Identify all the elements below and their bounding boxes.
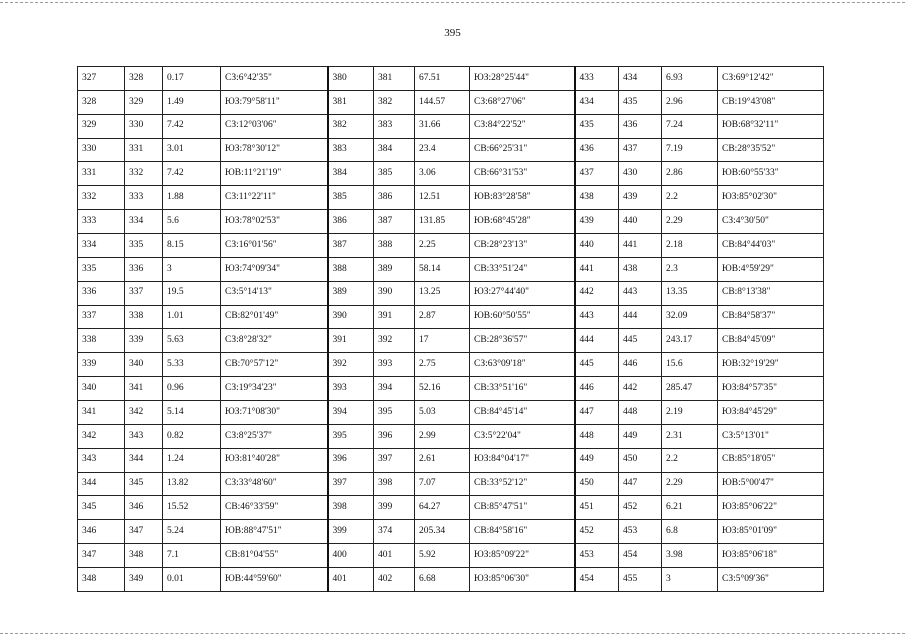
cell-from-point: 334 — [78, 234, 125, 258]
table-body — [78, 67, 824, 592]
cell-from-point: 345 — [78, 496, 125, 520]
cell-from-point: 327 — [78, 67, 125, 91]
cell-bearing: СЗ:4°30'50" — [718, 210, 824, 234]
cell-to-point: 396 — [374, 424, 415, 448]
cell-from-point: 453 — [575, 544, 619, 568]
cell-length: 0.82 — [163, 424, 221, 448]
cell-length: 144.57 — [415, 90, 470, 114]
cell-from-point: 386 — [328, 210, 374, 234]
cell-to-point: 340 — [125, 353, 163, 377]
cell-length: 2.61 — [415, 448, 470, 472]
cell-length: 243.17 — [662, 329, 718, 353]
cell-bearing: СВ:8°13'38" — [718, 281, 824, 305]
cell-length: 13.82 — [163, 472, 221, 496]
cell-length: 67.51 — [415, 67, 470, 91]
cell-from-point: 447 — [575, 401, 619, 425]
cell-bearing: СВ:28°36'57" — [470, 329, 575, 353]
table-row — [78, 186, 824, 210]
cell-length: 1.01 — [163, 305, 221, 329]
cell-length: 15.6 — [662, 353, 718, 377]
cell-to-point: 328 — [125, 67, 163, 91]
table-row — [78, 162, 824, 186]
cell-bearing: СЗ:6°42'35" — [221, 67, 328, 91]
cell-bearing: СВ:28°23'13" — [470, 234, 575, 258]
cell-length: 2.87 — [415, 305, 470, 329]
cell-from-point: 381 — [328, 90, 374, 114]
cell-to-point: 434 — [619, 67, 662, 91]
cell-length: 13.25 — [415, 281, 470, 305]
table-row — [78, 496, 824, 520]
cell-bearing: СВ:33°51'16" — [470, 377, 575, 401]
cell-bearing: СВ:28°35'52" — [718, 138, 824, 162]
cell-length: 5.14 — [163, 401, 221, 425]
cell-to-point: 348 — [125, 544, 163, 568]
cell-to-point: 445 — [619, 329, 662, 353]
scan-top-edge — [0, 2, 905, 3]
cell-to-point: 440 — [619, 210, 662, 234]
table-row — [78, 138, 824, 162]
cell-from-point: 339 — [78, 353, 125, 377]
cell-to-point: 347 — [125, 520, 163, 544]
cell-length: 64.27 — [415, 496, 470, 520]
cell-from-point: 333 — [78, 210, 125, 234]
cell-bearing: СЗ:84°22'52" — [470, 114, 575, 138]
cell-bearing: СВ:84°45'09" — [718, 329, 824, 353]
cell-to-point: 337 — [125, 281, 163, 305]
cell-from-point: 387 — [328, 234, 374, 258]
cell-to-point: 443 — [619, 281, 662, 305]
cell-from-point: 338 — [78, 329, 125, 353]
cell-length: 5.33 — [163, 353, 221, 377]
cell-to-point: 329 — [125, 90, 163, 114]
table-row — [78, 257, 824, 281]
cell-length: 5.6 — [163, 210, 221, 234]
cell-to-point: 398 — [374, 472, 415, 496]
cell-length: 0.01 — [163, 568, 221, 592]
cell-length: 2.96 — [662, 90, 718, 114]
cell-from-point: 448 — [575, 424, 619, 448]
cell-from-point: 446 — [575, 377, 619, 401]
cell-bearing: СЗ:69°12'42" — [718, 67, 824, 91]
cell-bearing: ЮВ:32°19'29" — [718, 353, 824, 377]
cell-to-point: 435 — [619, 90, 662, 114]
cell-from-point: 395 — [328, 424, 374, 448]
cell-from-point: 433 — [575, 67, 619, 91]
cell-length: 19.5 — [163, 281, 221, 305]
cell-length: 2.25 — [415, 234, 470, 258]
cell-bearing: ЮВ:5°00'47" — [718, 472, 824, 496]
cell-length: 7.19 — [662, 138, 718, 162]
cell-bearing: СВ:85°18'05" — [718, 448, 824, 472]
cell-from-point: 331 — [78, 162, 125, 186]
cell-bearing: ЮЗ:85°06'22" — [718, 496, 824, 520]
cell-bearing: СЗ:63°09'18" — [470, 353, 575, 377]
cell-to-point: 339 — [125, 329, 163, 353]
cell-length: 2.18 — [662, 234, 718, 258]
cell-bearing: ЮЗ:71°08'30" — [221, 401, 328, 425]
cell-length: 2.31 — [662, 424, 718, 448]
table-row — [78, 329, 824, 353]
cell-to-point: 388 — [374, 234, 415, 258]
cell-bearing: СВ:84°44'03" — [718, 234, 824, 258]
cell-bearing: ЮВ:68°45'28" — [470, 210, 575, 234]
cell-to-point: 449 — [619, 424, 662, 448]
table-row — [78, 544, 824, 568]
cell-to-point: 331 — [125, 138, 163, 162]
cell-from-point: 444 — [575, 329, 619, 353]
cell-length: 7.42 — [163, 162, 221, 186]
cell-bearing: ЮЗ:74°09'34" — [221, 257, 328, 281]
cell-to-point: 452 — [619, 496, 662, 520]
cell-bearing: СЗ:19°34'23" — [221, 377, 328, 401]
table-row — [78, 353, 824, 377]
cell-to-point: 345 — [125, 472, 163, 496]
cell-length: 1.24 — [163, 448, 221, 472]
cell-length: 5.63 — [163, 329, 221, 353]
cell-from-point: 399 — [328, 520, 374, 544]
cell-bearing: СЗ:5°13'01" — [718, 424, 824, 448]
cell-length: 3 — [163, 257, 221, 281]
cell-bearing: ЮЗ:81°40'28" — [221, 448, 328, 472]
cell-length: 13.35 — [662, 281, 718, 305]
cell-bearing: СЗ:33°48'60" — [221, 472, 328, 496]
cell-bearing: ЮЗ:27°44'40" — [470, 281, 575, 305]
cell-to-point: 446 — [619, 353, 662, 377]
cell-from-point: 337 — [78, 305, 125, 329]
scan-bottom-edge — [0, 633, 905, 634]
table-row — [78, 281, 824, 305]
cell-bearing: ЮЗ:85°09'22" — [470, 544, 575, 568]
cell-bearing: СВ:66°31'53" — [470, 162, 575, 186]
cell-bearing: ЮЗ:78°30'12" — [221, 138, 328, 162]
cell-bearing: СЗ:5°22'04" — [470, 424, 575, 448]
cell-from-point: 330 — [78, 138, 125, 162]
cell-bearing: ЮВ:11°21'19" — [221, 162, 328, 186]
cell-from-point: 442 — [575, 281, 619, 305]
cell-to-point: 332 — [125, 162, 163, 186]
cell-from-point: 329 — [78, 114, 125, 138]
cell-length: 7.07 — [415, 472, 470, 496]
cell-from-point: 332 — [78, 186, 125, 210]
cell-from-point: 341 — [78, 401, 125, 425]
cell-length: 2.2 — [662, 186, 718, 210]
cell-length: 2.29 — [662, 210, 718, 234]
table-row — [78, 568, 824, 592]
cell-to-point: 338 — [125, 305, 163, 329]
cell-to-point: 391 — [374, 305, 415, 329]
cell-to-point: 442 — [619, 377, 662, 401]
cell-from-point: 401 — [328, 568, 374, 592]
cell-bearing: ЮЗ:84°57'35" — [718, 377, 824, 401]
cell-from-point: 382 — [328, 114, 374, 138]
cell-to-point: 330 — [125, 114, 163, 138]
cell-bearing: СВ:82°01'49" — [221, 305, 328, 329]
cell-length: 2.75 — [415, 353, 470, 377]
cell-from-point: 436 — [575, 138, 619, 162]
cell-bearing: СЗ:11°22'11" — [221, 186, 328, 210]
cell-length: 2.99 — [415, 424, 470, 448]
cell-to-point: 390 — [374, 281, 415, 305]
cell-bearing: ЮВ:44°59'60" — [221, 568, 328, 592]
cell-from-point: 335 — [78, 257, 125, 281]
table-row — [78, 377, 824, 401]
cell-to-point: 393 — [374, 353, 415, 377]
cell-length: 3.01 — [163, 138, 221, 162]
cell-bearing: СВ:33°51'24" — [470, 257, 575, 281]
cell-bearing: ЮЗ:85°06'30" — [470, 568, 575, 592]
cell-from-point: 435 — [575, 114, 619, 138]
cell-from-point: 393 — [328, 377, 374, 401]
table-row — [78, 234, 824, 258]
cell-from-point: 392 — [328, 353, 374, 377]
cell-from-point: 400 — [328, 544, 374, 568]
page-number: 395 — [444, 27, 461, 39]
cell-from-point: 437 — [575, 162, 619, 186]
cell-bearing: СВ:84°58'16" — [470, 520, 575, 544]
cell-to-point: 382 — [374, 90, 415, 114]
cell-length: 6.68 — [415, 568, 470, 592]
cell-length: 7.1 — [163, 544, 221, 568]
cell-from-point: 390 — [328, 305, 374, 329]
cell-from-point: 454 — [575, 568, 619, 592]
cell-to-point: 344 — [125, 448, 163, 472]
cell-from-point: 340 — [78, 377, 125, 401]
cell-bearing: СЗ:8°25'37" — [221, 424, 328, 448]
cell-to-point: 441 — [619, 234, 662, 258]
cell-bearing: ЮЗ:85°06'18" — [718, 544, 824, 568]
cell-from-point: 445 — [575, 353, 619, 377]
cell-bearing: СВ:33°52'12" — [470, 472, 575, 496]
table-row — [78, 305, 824, 329]
cell-length: 7.24 — [662, 114, 718, 138]
cell-bearing: ЮЗ:84°45'29" — [718, 401, 824, 425]
cell-to-point: 336 — [125, 257, 163, 281]
cell-to-point: 341 — [125, 377, 163, 401]
cell-to-point: 436 — [619, 114, 662, 138]
cell-from-point: 391 — [328, 329, 374, 353]
cell-from-point: 389 — [328, 281, 374, 305]
cell-length: 6.93 — [662, 67, 718, 91]
table-row — [78, 210, 824, 234]
table-row — [78, 448, 824, 472]
cell-bearing: СВ:70°57'12" — [221, 353, 328, 377]
cell-bearing: ЮЗ:85°02'30" — [718, 186, 824, 210]
cell-length: 5.03 — [415, 401, 470, 425]
cell-length: 2.2 — [662, 448, 718, 472]
cell-from-point: 450 — [575, 472, 619, 496]
cell-length: 0.96 — [163, 377, 221, 401]
cell-to-point: 438 — [619, 257, 662, 281]
cell-to-point: 402 — [374, 568, 415, 592]
cell-bearing: ЮВ:83°28'58" — [470, 186, 575, 210]
cell-from-point: 394 — [328, 401, 374, 425]
cell-from-point: 443 — [575, 305, 619, 329]
table-row — [78, 472, 824, 496]
cell-bearing: ЮВ:68°32'11" — [718, 114, 824, 138]
cell-length: 0.17 — [163, 67, 221, 91]
cell-bearing: СЗ:5°14'13" — [221, 281, 328, 305]
cell-from-point: 384 — [328, 162, 374, 186]
table-row — [78, 424, 824, 448]
cell-to-point: 342 — [125, 401, 163, 425]
cell-from-point: 434 — [575, 90, 619, 114]
cell-length: 2.19 — [662, 401, 718, 425]
cell-to-point: 343 — [125, 424, 163, 448]
cell-bearing: СВ:84°45'14" — [470, 401, 575, 425]
cell-bearing: ЮЗ:28°25'44" — [470, 67, 575, 91]
cell-to-point: 333 — [125, 186, 163, 210]
cell-length: 6.8 — [662, 520, 718, 544]
cell-length: 5.24 — [163, 520, 221, 544]
cell-length: 1.49 — [163, 90, 221, 114]
cell-bearing: ЮЗ:84°04'17" — [470, 448, 575, 472]
cell-length: 2.3 — [662, 257, 718, 281]
cell-bearing: ЮВ:88°47'51" — [221, 520, 328, 544]
cell-bearing: СЗ:68°27'06" — [470, 90, 575, 114]
cell-bearing: СЗ:12°03'06" — [221, 114, 328, 138]
cell-bearing: СВ:66°25'31" — [470, 138, 575, 162]
cell-bearing: ЮВ:60°55'33" — [718, 162, 824, 186]
cell-to-point: 394 — [374, 377, 415, 401]
cell-to-point: 397 — [374, 448, 415, 472]
cell-to-point: 430 — [619, 162, 662, 186]
cell-length: 1.88 — [163, 186, 221, 210]
survey-table — [77, 66, 824, 592]
table-row — [78, 401, 824, 425]
cell-from-point: 347 — [78, 544, 125, 568]
cell-from-point: 397 — [328, 472, 374, 496]
cell-from-point: 346 — [78, 520, 125, 544]
cell-from-point: 336 — [78, 281, 125, 305]
cell-bearing: СВ:84°58'37" — [718, 305, 824, 329]
cell-length: 58.14 — [415, 257, 470, 281]
cell-from-point: 449 — [575, 448, 619, 472]
cell-from-point: 383 — [328, 138, 374, 162]
cell-to-point: 374 — [374, 520, 415, 544]
cell-length: 131.85 — [415, 210, 470, 234]
table-row — [78, 67, 824, 91]
cell-bearing: СЗ:16°01'56" — [221, 234, 328, 258]
cell-to-point: 387 — [374, 210, 415, 234]
cell-length: 3 — [662, 568, 718, 592]
cell-bearing: СВ:46°33'59" — [221, 496, 328, 520]
cell-bearing: ЮЗ:78°02'53" — [221, 210, 328, 234]
cell-to-point: 381 — [374, 67, 415, 91]
cell-length: 205.34 — [415, 520, 470, 544]
cell-length: 8.15 — [163, 234, 221, 258]
cell-length: 285.47 — [662, 377, 718, 401]
cell-length: 52.16 — [415, 377, 470, 401]
cell-to-point: 389 — [374, 257, 415, 281]
cell-length: 32.09 — [662, 305, 718, 329]
cell-bearing: ЮВ:4°59'29" — [718, 257, 824, 281]
cell-to-point: 385 — [374, 162, 415, 186]
cell-from-point: 439 — [575, 210, 619, 234]
cell-to-point: 444 — [619, 305, 662, 329]
cell-to-point: 335 — [125, 234, 163, 258]
cell-from-point: 396 — [328, 448, 374, 472]
cell-from-point: 440 — [575, 234, 619, 258]
table-row — [78, 114, 824, 138]
cell-to-point: 454 — [619, 544, 662, 568]
cell-to-point: 437 — [619, 138, 662, 162]
cell-length: 15.52 — [163, 496, 221, 520]
cell-to-point: 392 — [374, 329, 415, 353]
cell-to-point: 455 — [619, 568, 662, 592]
cell-bearing: СВ:81°04'55" — [221, 544, 328, 568]
cell-bearing: СЗ:8°28'32" — [221, 329, 328, 353]
cell-bearing: СВ:85°47'51" — [470, 496, 575, 520]
cell-from-point: 441 — [575, 257, 619, 281]
cell-bearing: СВ:19°43'08" — [718, 90, 824, 114]
cell-to-point: 439 — [619, 186, 662, 210]
cell-length: 3.98 — [662, 544, 718, 568]
cell-to-point: 349 — [125, 568, 163, 592]
cell-length: 6.21 — [662, 496, 718, 520]
cell-length: 23.4 — [415, 138, 470, 162]
cell-to-point: 346 — [125, 496, 163, 520]
cell-from-point: 380 — [328, 67, 374, 91]
cell-length: 7.42 — [163, 114, 221, 138]
cell-bearing: ЮЗ:79°58'11" — [221, 90, 328, 114]
cell-from-point: 343 — [78, 448, 125, 472]
cell-to-point: 399 — [374, 496, 415, 520]
cell-length: 2.86 — [662, 162, 718, 186]
cell-bearing: СЗ:5°09'36" — [718, 568, 824, 592]
cell-from-point: 344 — [78, 472, 125, 496]
cell-bearing: ЮЗ:85°01'09" — [718, 520, 824, 544]
table-row — [78, 520, 824, 544]
cell-to-point: 450 — [619, 448, 662, 472]
cell-from-point: 388 — [328, 257, 374, 281]
cell-to-point: 401 — [374, 544, 415, 568]
cell-to-point: 383 — [374, 114, 415, 138]
cell-from-point: 342 — [78, 424, 125, 448]
cell-to-point: 395 — [374, 401, 415, 425]
cell-from-point: 385 — [328, 186, 374, 210]
cell-to-point: 447 — [619, 472, 662, 496]
cell-length: 2.29 — [662, 472, 718, 496]
cell-from-point: 398 — [328, 496, 374, 520]
cell-from-point: 348 — [78, 568, 125, 592]
cell-to-point: 453 — [619, 520, 662, 544]
cell-from-point: 438 — [575, 186, 619, 210]
cell-length: 12.51 — [415, 186, 470, 210]
cell-to-point: 384 — [374, 138, 415, 162]
cell-length: 5.92 — [415, 544, 470, 568]
cell-to-point: 386 — [374, 186, 415, 210]
table-row — [78, 90, 824, 114]
cell-to-point: 334 — [125, 210, 163, 234]
cell-length: 17 — [415, 329, 470, 353]
cell-bearing: ЮВ:60°50'55" — [470, 305, 575, 329]
cell-from-point: 328 — [78, 90, 125, 114]
cell-from-point: 452 — [575, 520, 619, 544]
cell-from-point: 451 — [575, 496, 619, 520]
cell-length: 31.66 — [415, 114, 470, 138]
cell-to-point: 448 — [619, 401, 662, 425]
cell-length: 3.06 — [415, 162, 470, 186]
